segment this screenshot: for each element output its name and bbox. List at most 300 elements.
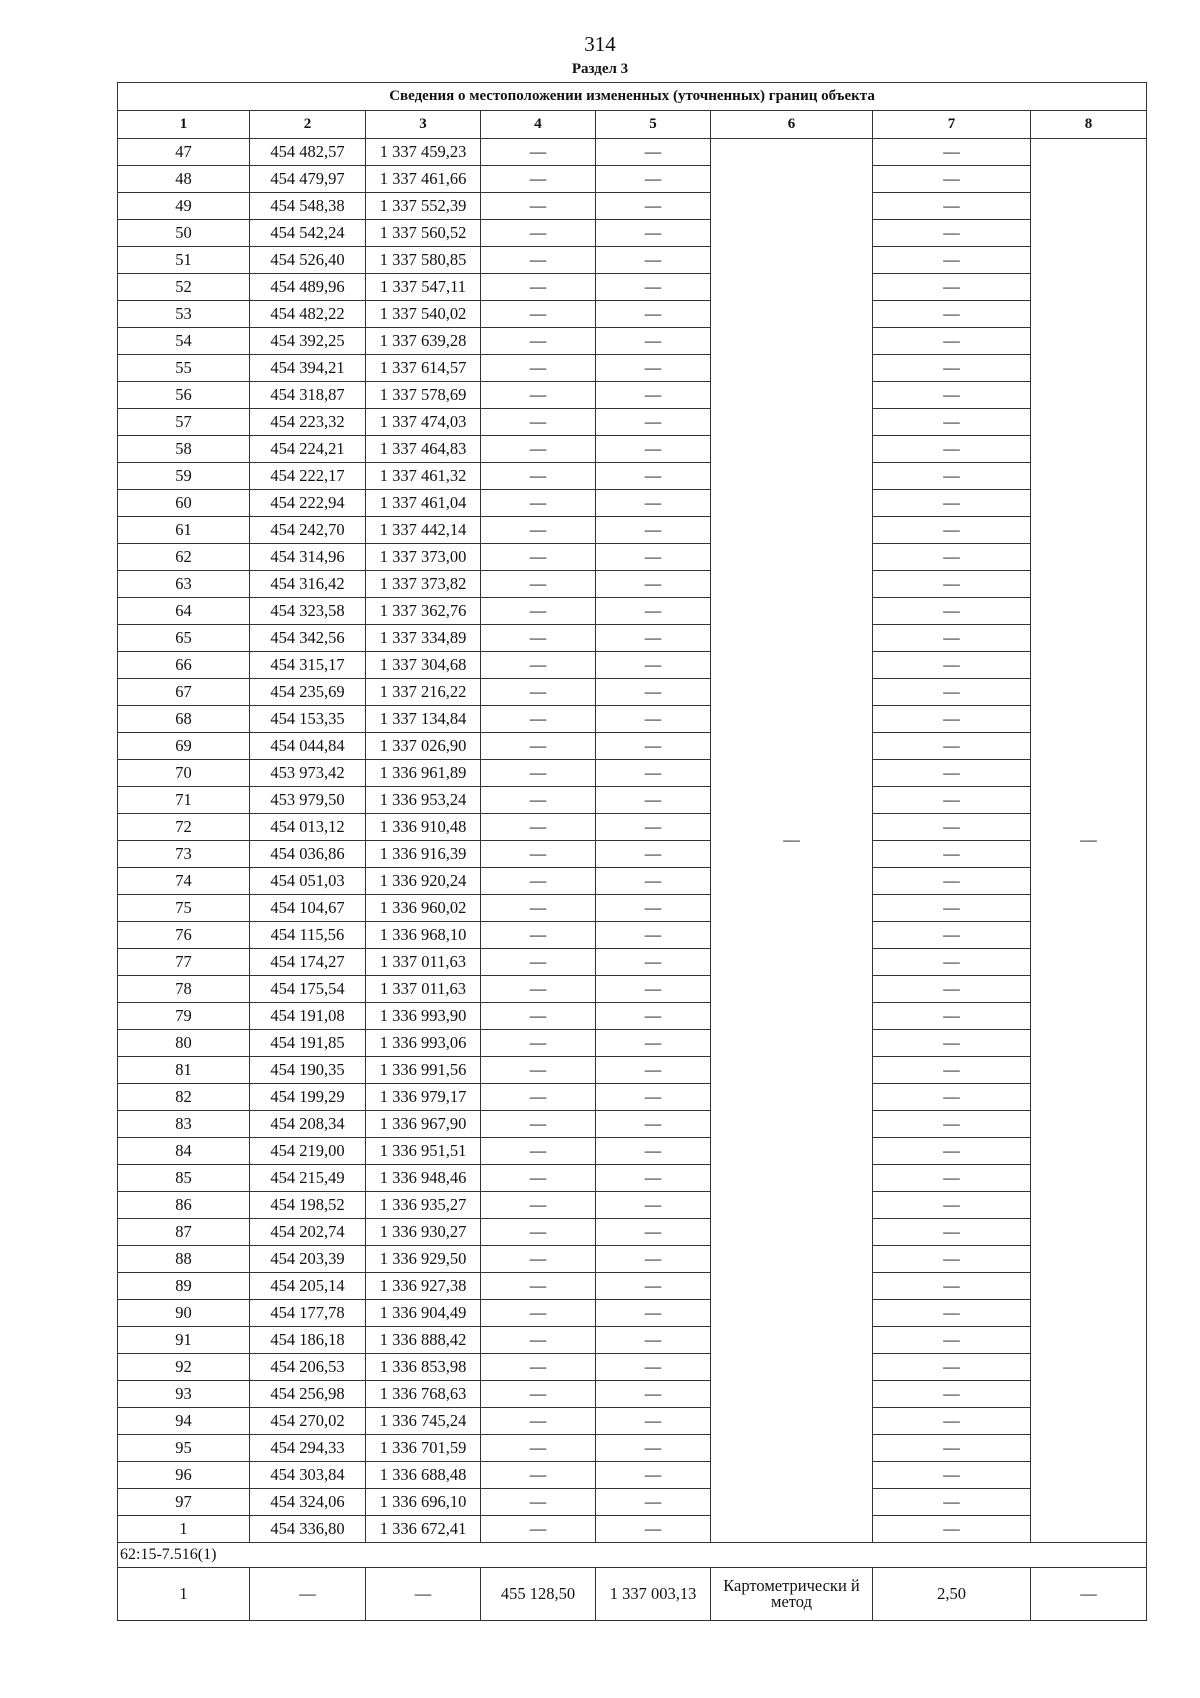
cell-col7: — <box>873 490 1031 517</box>
coordinate-y: 1 336 979,17 <box>366 1084 481 1111</box>
point-number: 1 <box>118 1516 250 1543</box>
cell-col4: — <box>481 544 596 571</box>
final-cell: 455 128,50 <box>481 1568 596 1621</box>
column-header: 7 <box>873 111 1031 139</box>
cell-col5: — <box>596 1516 711 1543</box>
table-title: Сведения о местоположении измененных (уточненных) границ объекта <box>118 83 1147 111</box>
coordinate-x: 454 215,49 <box>250 1165 366 1192</box>
coordinate-y: 1 336 967,90 <box>366 1111 481 1138</box>
cell-col5: — <box>596 625 711 652</box>
table-row <box>118 247 1147 274</box>
cell-col7: — <box>873 1138 1031 1165</box>
cell-col7: — <box>873 760 1031 787</box>
column-header: 1 <box>118 111 250 139</box>
cell-col4: — <box>481 436 596 463</box>
table-row <box>118 517 1147 544</box>
point-number: 88 <box>118 1246 250 1273</box>
coordinate-x: 454 242,70 <box>250 517 366 544</box>
cell-col7: — <box>873 247 1031 274</box>
cell-col5: — <box>596 571 711 598</box>
table-row <box>118 571 1147 598</box>
cell-col7: — <box>873 1084 1031 1111</box>
cell-col7: — <box>873 166 1031 193</box>
cell-col7: — <box>873 409 1031 436</box>
cell-col7: — <box>873 949 1031 976</box>
point-number: 77 <box>118 949 250 976</box>
merged-col6: — <box>711 139 873 1543</box>
coordinate-y: 1 337 461,04 <box>366 490 481 517</box>
coordinate-y: 1 336 948,46 <box>366 1165 481 1192</box>
column-header: 4 <box>481 111 596 139</box>
cell-col5: — <box>596 760 711 787</box>
coordinate-x: 454 482,22 <box>250 301 366 328</box>
coordinate-x: 454 342,56 <box>250 625 366 652</box>
final-cell: 1 <box>118 1568 250 1621</box>
cell-col7: — <box>873 1273 1031 1300</box>
cell-col7: — <box>873 1246 1031 1273</box>
point-number: 51 <box>118 247 250 274</box>
coordinate-x: 454 206,53 <box>250 1354 366 1381</box>
point-number: 67 <box>118 679 250 706</box>
cell-col4: — <box>481 193 596 220</box>
point-number: 83 <box>118 1111 250 1138</box>
point-number: 48 <box>118 166 250 193</box>
cell-col7: — <box>873 787 1031 814</box>
coordinate-y: 1 337 560,52 <box>366 220 481 247</box>
point-number: 66 <box>118 652 250 679</box>
point-number: 59 <box>118 463 250 490</box>
coordinate-y: 1 336 920,24 <box>366 868 481 895</box>
cell-col5: — <box>596 1003 711 1030</box>
cell-col5: — <box>596 733 711 760</box>
coordinate-y: 1 337 011,63 <box>366 949 481 976</box>
coordinate-y: 1 336 968,10 <box>366 922 481 949</box>
coordinate-x: 454 044,84 <box>250 733 366 760</box>
table-row <box>118 598 1147 625</box>
point-number: 65 <box>118 625 250 652</box>
cell-col7: — <box>873 463 1031 490</box>
table-row <box>118 1408 1147 1435</box>
coordinate-y: 1 336 916,39 <box>366 841 481 868</box>
cell-col7: — <box>873 814 1031 841</box>
coordinate-x: 454 208,34 <box>250 1111 366 1138</box>
boundary-coordinates-table <box>117 82 1147 1621</box>
table-row <box>118 1219 1147 1246</box>
coordinate-x: 454 153,35 <box>250 706 366 733</box>
table-row <box>118 1057 1147 1084</box>
coordinate-x: 454 223,32 <box>250 409 366 436</box>
final-cell: — <box>250 1568 366 1621</box>
coordinate-x: 454 013,12 <box>250 814 366 841</box>
table-row <box>118 1354 1147 1381</box>
coordinate-y: 1 336 993,06 <box>366 1030 481 1057</box>
coordinate-x: 454 177,78 <box>250 1300 366 1327</box>
cell-col5: — <box>596 1300 711 1327</box>
coordinate-y: 1 337 334,89 <box>366 625 481 652</box>
cell-col7: — <box>873 1003 1031 1030</box>
point-number: 63 <box>118 571 250 598</box>
cell-col5: — <box>596 706 711 733</box>
cell-col7: — <box>873 382 1031 409</box>
coordinate-x: 454 256,98 <box>250 1381 366 1408</box>
cell-col7: — <box>873 1435 1031 1462</box>
cell-col4: — <box>481 139 596 166</box>
cell-col4: — <box>481 1516 596 1543</box>
coordinate-y: 1 337 461,66 <box>366 166 481 193</box>
cell-col5: — <box>596 1462 711 1489</box>
coordinate-y: 1 337 026,90 <box>366 733 481 760</box>
table-row <box>118 490 1147 517</box>
table-row <box>118 436 1147 463</box>
cell-col7: — <box>873 1219 1031 1246</box>
cell-col4: — <box>481 841 596 868</box>
cell-col7: — <box>873 355 1031 382</box>
final-cell: — <box>366 1568 481 1621</box>
coordinate-x: 454 316,42 <box>250 571 366 598</box>
coordinate-x: 454 051,03 <box>250 868 366 895</box>
cell-col4: — <box>481 382 596 409</box>
cell-col5: — <box>596 220 711 247</box>
table-row <box>118 868 1147 895</box>
column-header: 6 <box>711 111 873 139</box>
coordinate-y: 1 337 614,57 <box>366 355 481 382</box>
coordinate-y: 1 336 927,38 <box>366 1273 481 1300</box>
cell-col5: — <box>596 490 711 517</box>
point-number: 71 <box>118 787 250 814</box>
point-number: 60 <box>118 490 250 517</box>
merged-col8: — <box>1031 139 1147 1543</box>
table-row <box>118 409 1147 436</box>
cell-col5: — <box>596 814 711 841</box>
coordinate-y: 1 336 961,89 <box>366 760 481 787</box>
cell-col7: — <box>873 625 1031 652</box>
cell-col4: — <box>481 1381 596 1408</box>
cell-col5: — <box>596 1246 711 1273</box>
table-row <box>118 760 1147 787</box>
cell-col5: — <box>596 517 711 544</box>
cell-col4: — <box>481 490 596 517</box>
coordinate-x: 454 542,24 <box>250 220 366 247</box>
coordinate-x: 454 270,02 <box>250 1408 366 1435</box>
cell-col4: — <box>481 706 596 733</box>
table-row <box>118 1327 1147 1354</box>
cell-col4: — <box>481 760 596 787</box>
cell-col4: — <box>481 922 596 949</box>
section-title: Раздел 3 <box>571 61 629 77</box>
cell-col5: — <box>596 301 711 328</box>
coordinate-x: 454 036,86 <box>250 841 366 868</box>
cell-col5: — <box>596 409 711 436</box>
table-row <box>118 1300 1147 1327</box>
point-number: 85 <box>118 1165 250 1192</box>
column-header: 3 <box>366 111 481 139</box>
cell-col5: — <box>596 328 711 355</box>
cell-col5: — <box>596 1111 711 1138</box>
cell-col5: — <box>596 652 711 679</box>
cell-col5: — <box>596 544 711 571</box>
cell-col7: — <box>873 841 1031 868</box>
cell-col4: — <box>481 1462 596 1489</box>
cell-col4: — <box>481 976 596 1003</box>
coordinate-y: 1 336 696,10 <box>366 1489 481 1516</box>
cell-col5: — <box>596 1165 711 1192</box>
cell-col7: — <box>873 652 1031 679</box>
cell-col5: — <box>596 1138 711 1165</box>
cell-col5: — <box>596 382 711 409</box>
table-row <box>118 1246 1147 1273</box>
cell-col4: — <box>481 679 596 706</box>
cell-col5: — <box>596 1192 711 1219</box>
coordinate-y: 1 337 362,76 <box>366 598 481 625</box>
point-number: 74 <box>118 868 250 895</box>
table-row <box>118 1084 1147 1111</box>
coordinate-y: 1 336 745,24 <box>366 1408 481 1435</box>
table-row <box>118 382 1147 409</box>
table-row <box>118 1111 1147 1138</box>
table-row <box>118 1435 1147 1462</box>
coordinate-x: 454 323,58 <box>250 598 366 625</box>
coordinate-x: 454 336,80 <box>250 1516 366 1543</box>
cell-col5: — <box>596 193 711 220</box>
cell-col4: — <box>481 463 596 490</box>
cell-col4: — <box>481 1489 596 1516</box>
coordinate-x: 454 479,97 <box>250 166 366 193</box>
cell-col4: — <box>481 652 596 679</box>
table-row <box>118 463 1147 490</box>
cell-col4: — <box>481 166 596 193</box>
cell-col7: — <box>873 220 1031 247</box>
coordinate-x: 454 190,35 <box>250 1057 366 1084</box>
coordinate-y: 1 336 688,48 <box>366 1462 481 1489</box>
coordinate-x: 454 203,39 <box>250 1246 366 1273</box>
point-number: 56 <box>118 382 250 409</box>
point-number: 80 <box>118 1030 250 1057</box>
table-row <box>118 355 1147 382</box>
cell-col5: — <box>596 1381 711 1408</box>
coordinate-y: 1 336 935,27 <box>366 1192 481 1219</box>
cell-col5: — <box>596 679 711 706</box>
coordinate-y: 1 337 552,39 <box>366 193 481 220</box>
cell-col5: — <box>596 868 711 895</box>
coordinate-y: 1 336 853,98 <box>366 1354 481 1381</box>
cell-col5: — <box>596 922 711 949</box>
coordinate-y: 1 336 993,90 <box>366 1003 481 1030</box>
table-row <box>118 733 1147 760</box>
point-number: 70 <box>118 760 250 787</box>
point-number: 53 <box>118 301 250 328</box>
coordinate-x: 453 973,42 <box>250 760 366 787</box>
cell-col4: — <box>481 1165 596 1192</box>
cell-col4: — <box>481 814 596 841</box>
coordinate-y: 1 336 951,51 <box>366 1138 481 1165</box>
point-number: 69 <box>118 733 250 760</box>
point-number: 47 <box>118 139 250 166</box>
coordinate-x: 453 979,50 <box>250 787 366 814</box>
cell-col7: — <box>873 1327 1031 1354</box>
point-number: 72 <box>118 814 250 841</box>
cell-col7: — <box>873 868 1031 895</box>
cell-col7: — <box>873 1516 1031 1543</box>
point-number: 50 <box>118 220 250 247</box>
coordinate-y: 1 336 768,63 <box>366 1381 481 1408</box>
coordinate-x: 454 318,87 <box>250 382 366 409</box>
cell-col4: — <box>481 895 596 922</box>
coordinate-y: 1 336 904,49 <box>366 1300 481 1327</box>
cell-col7: — <box>873 544 1031 571</box>
cell-col4: — <box>481 1003 596 1030</box>
coordinate-y: 1 337 442,14 <box>366 517 481 544</box>
cell-col7: — <box>873 1111 1031 1138</box>
cell-col5: — <box>596 139 711 166</box>
table-row <box>118 220 1147 247</box>
page-number: 314 <box>584 32 616 56</box>
coordinate-y: 1 337 578,69 <box>366 382 481 409</box>
cell-col4: — <box>481 1084 596 1111</box>
coordinate-x: 454 482,57 <box>250 139 366 166</box>
cell-col5: — <box>596 166 711 193</box>
cell-col5: — <box>596 355 711 382</box>
cell-col5: — <box>596 274 711 301</box>
coordinate-x: 454 222,17 <box>250 463 366 490</box>
point-number: 55 <box>118 355 250 382</box>
table-row <box>118 679 1147 706</box>
cell-col7: — <box>873 328 1031 355</box>
cell-col7: — <box>873 922 1031 949</box>
cell-col4: — <box>481 1192 596 1219</box>
cell-col7: — <box>873 976 1031 1003</box>
table-row <box>118 1192 1147 1219</box>
cell-col5: — <box>596 949 711 976</box>
point-number: 76 <box>118 922 250 949</box>
cell-col5: — <box>596 436 711 463</box>
cell-col4: — <box>481 274 596 301</box>
point-number: 96 <box>118 1462 250 1489</box>
cell-col4: — <box>481 1030 596 1057</box>
coordinate-x: 454 191,08 <box>250 1003 366 1030</box>
point-number: 95 <box>118 1435 250 1462</box>
coordinate-y: 1 337 216,22 <box>366 679 481 706</box>
coordinate-x: 454 294,33 <box>250 1435 366 1462</box>
point-number: 90 <box>118 1300 250 1327</box>
final-row <box>118 1568 1147 1621</box>
table-row <box>118 193 1147 220</box>
cell-col5: — <box>596 463 711 490</box>
point-number: 75 <box>118 895 250 922</box>
cell-col7: — <box>873 1462 1031 1489</box>
cell-col5: — <box>596 1435 711 1462</box>
table-row <box>118 328 1147 355</box>
cell-col4: — <box>481 517 596 544</box>
cell-col4: — <box>481 1327 596 1354</box>
coordinate-x: 454 222,94 <box>250 490 366 517</box>
cell-col7: — <box>873 706 1031 733</box>
column-header: 5 <box>596 111 711 139</box>
table-row <box>118 841 1147 868</box>
coordinate-y: 1 337 547,11 <box>366 274 481 301</box>
coordinate-y: 1 337 373,82 <box>366 571 481 598</box>
coordinate-x: 454 303,84 <box>250 1462 366 1489</box>
cell-col5: — <box>596 1273 711 1300</box>
coordinate-x: 454 205,14 <box>250 1273 366 1300</box>
cell-col4: — <box>481 733 596 760</box>
coordinate-y: 1 337 134,84 <box>366 706 481 733</box>
coordinate-y: 1 337 304,68 <box>366 652 481 679</box>
coordinate-y: 1 337 459,23 <box>366 139 481 166</box>
point-number: 79 <box>118 1003 250 1030</box>
table-row <box>118 976 1147 1003</box>
cell-col7: — <box>873 1489 1031 1516</box>
table-row <box>118 1138 1147 1165</box>
point-number: 87 <box>118 1219 250 1246</box>
coordinate-x: 454 314,96 <box>250 544 366 571</box>
point-number: 61 <box>118 517 250 544</box>
coordinate-y: 1 337 373,00 <box>366 544 481 571</box>
coordinate-x: 454 324,06 <box>250 1489 366 1516</box>
coordinate-y: 1 337 464,83 <box>366 436 481 463</box>
cell-col7: — <box>873 139 1031 166</box>
cell-col7: — <box>873 193 1031 220</box>
coordinate-y: 1 336 672,41 <box>366 1516 481 1543</box>
coordinate-x: 454 548,38 <box>250 193 366 220</box>
cell-col4: — <box>481 1435 596 1462</box>
cell-col7: — <box>873 679 1031 706</box>
final-cell: Картометрически й метод <box>711 1568 873 1621</box>
cell-col4: — <box>481 328 596 355</box>
coordinate-y: 1 336 910,48 <box>366 814 481 841</box>
point-number: 58 <box>118 436 250 463</box>
table-row <box>118 895 1147 922</box>
cell-col7: — <box>873 274 1031 301</box>
coordinate-y: 1 337 461,32 <box>366 463 481 490</box>
cell-col5: — <box>596 787 711 814</box>
cell-col5: — <box>596 1219 711 1246</box>
coordinate-x: 454 235,69 <box>250 679 366 706</box>
coordinate-x: 454 104,67 <box>250 895 366 922</box>
cell-col4: — <box>481 1300 596 1327</box>
point-number: 91 <box>118 1327 250 1354</box>
point-number: 86 <box>118 1192 250 1219</box>
point-number: 81 <box>118 1057 250 1084</box>
cell-col4: — <box>481 598 596 625</box>
point-number: 78 <box>118 976 250 1003</box>
coordinate-y: 1 336 930,27 <box>366 1219 481 1246</box>
cell-col5: — <box>596 1057 711 1084</box>
cell-col5: — <box>596 841 711 868</box>
cell-col7: — <box>873 733 1031 760</box>
point-number: 93 <box>118 1381 250 1408</box>
coordinate-y: 1 336 701,59 <box>366 1435 481 1462</box>
cell-col4: — <box>481 787 596 814</box>
point-number: 94 <box>118 1408 250 1435</box>
final-cell: 2,50 <box>873 1568 1031 1621</box>
cell-col7: — <box>873 1030 1031 1057</box>
coordinate-y: 1 336 991,56 <box>366 1057 481 1084</box>
point-number: 64 <box>118 598 250 625</box>
coordinate-x: 454 198,52 <box>250 1192 366 1219</box>
point-number: 62 <box>118 544 250 571</box>
coordinate-x: 454 186,18 <box>250 1327 366 1354</box>
point-number: 68 <box>118 706 250 733</box>
point-number: 89 <box>118 1273 250 1300</box>
coordinate-y: 1 336 953,24 <box>366 787 481 814</box>
cell-col7: — <box>873 895 1031 922</box>
cell-col7: — <box>873 1381 1031 1408</box>
coordinate-x: 454 202,74 <box>250 1219 366 1246</box>
coordinate-x: 454 115,56 <box>250 922 366 949</box>
table-row <box>118 1516 1147 1543</box>
cell-col4: — <box>481 1057 596 1084</box>
coordinate-x: 454 489,96 <box>250 274 366 301</box>
